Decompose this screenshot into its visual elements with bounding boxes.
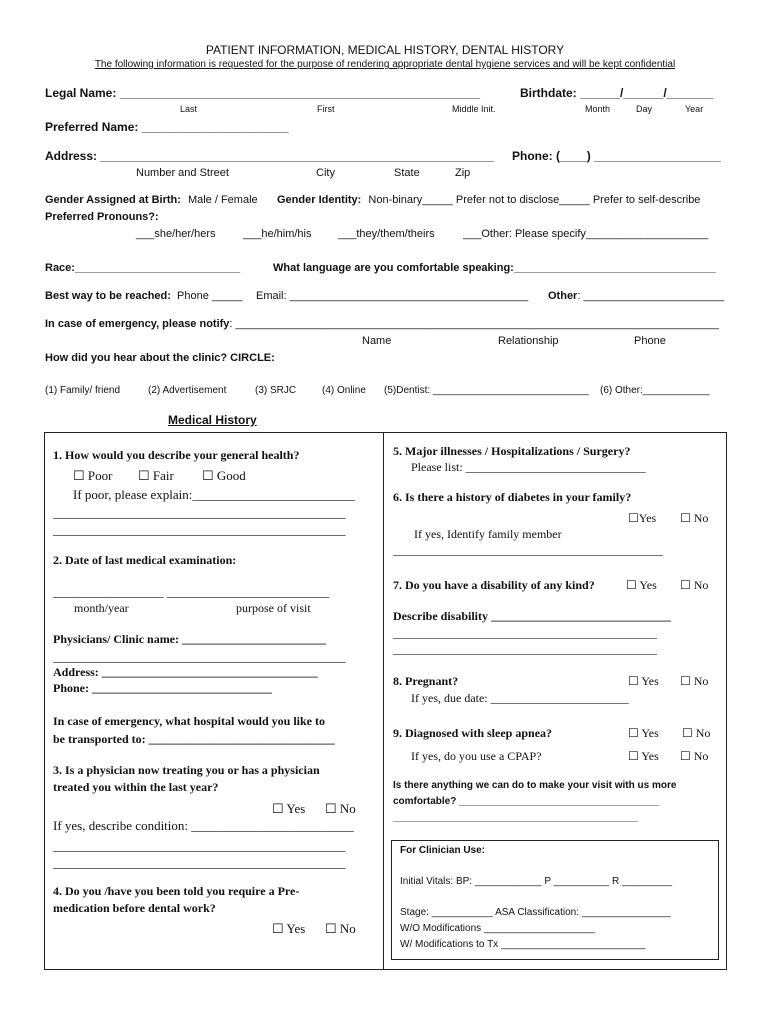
pronouns-label: Preferred Pronouns?: (45, 211, 159, 223)
medical-history-title: Medical History (168, 413, 257, 427)
q4-yes[interactable]: ☐ Yes (272, 921, 306, 936)
q9-no[interactable]: ☐ No (682, 726, 711, 740)
q8-due-date-field[interactable]: If yes, due date: _______________________ (411, 691, 629, 705)
label-city: City (316, 167, 335, 179)
label-first: First (317, 104, 335, 114)
gender-row (45, 194, 258, 206)
comfort-line[interactable]: ____________________________________________ (393, 812, 638, 823)
identity-options[interactable]: Non-binary_____ Prefer not to disclose_____ Prefer to self-describe (368, 194, 701, 206)
emergency-row[interactable] (45, 318, 719, 330)
best-way-label: Best way to be reached: (45, 290, 171, 302)
q6-diabetes: 6. Is there a history of diabetes in your family? (393, 490, 632, 504)
q4-premedication: 4. Do you /have you been told you require a Pre- (53, 884, 300, 898)
q3-yes[interactable]: ☐ Yes (272, 801, 306, 816)
gender-options[interactable]: Male / Female (187, 194, 258, 206)
q4-premedication-cont: medication before dental work? (53, 901, 216, 915)
legal-name-field[interactable]: Legal Name: ______________________________________________________ (45, 86, 481, 100)
physician-phone-field[interactable]: Phone: ______________________________ (53, 681, 272, 695)
heard-option-5[interactable]: (5)Dentist: ____________________________ (384, 385, 589, 396)
clinician-vitals[interactable]: Initial Vitals: BP: ____________ P __________ R _________ (400, 876, 673, 887)
clinician-w-modifications[interactable]: W/ Modifications to Tx __________________________ (400, 939, 646, 950)
q3-no[interactable]: ☐ No (325, 801, 356, 816)
hospital-field[interactable]: be transported to: _______________________________ (53, 732, 335, 746)
q5-major-illnesses: 5. Major illnesses / Hospitalizations / Surgery? (393, 444, 631, 458)
q2-lines[interactable]: _________________ _________________________ (53, 584, 330, 599)
label-day: Day (636, 104, 653, 114)
q8-yes[interactable]: ☐ Yes (628, 674, 659, 688)
best-way-other[interactable] (548, 290, 724, 302)
gender-label: Gender Assigned at Birth: (45, 194, 181, 206)
q9-cpap-yes[interactable]: ☐ Yes (628, 749, 659, 763)
q9-sleep-apnea: 9. Diagnosed with sleep apnea? (393, 726, 553, 740)
q1-general-health: 1. How would you describe your general health? (53, 448, 300, 462)
q9-cpap-question: If yes, do you use a CPAP? (411, 749, 542, 763)
q6-yes[interactable]: ☐Yes (628, 511, 657, 525)
q6-no[interactable]: ☐ No (680, 511, 709, 525)
q8-pregnant: 8. Pregnant? (393, 674, 459, 688)
address-field[interactable]: Address: ___________________________________________________________ (45, 149, 495, 163)
q3-describe-field[interactable]: If yes, describe condition: _________________________ (53, 818, 354, 833)
heard-option-1[interactable]: (1) Family/ friend (45, 385, 121, 396)
q9-yes[interactable]: ☐ Yes (628, 726, 659, 740)
label-month: Month (585, 104, 611, 114)
clinician-stage[interactable]: Stage: ___________ ASA Classification: ________________ (400, 907, 671, 918)
q1-option-fair[interactable]: ☐ Fair (138, 468, 174, 483)
phone-field[interactable]: Phone: (____) ___________________ (512, 149, 721, 163)
q7-line-2[interactable]: ____________________________________________ (393, 642, 657, 656)
column-divider (383, 432, 384, 969)
hospital-question: In case of emergency, what hospital would you like to (53, 714, 326, 728)
q2-last-exam: 2. Date of last medical examination: (53, 553, 237, 567)
q7-yes[interactable]: ☐ Yes (626, 578, 657, 592)
heard-option-3[interactable]: (3) SRJC (255, 385, 297, 396)
label-em-phone: Phone (634, 335, 666, 347)
comfort-field[interactable]: comfortable? ____________________________________ (393, 796, 660, 807)
heard-option-4[interactable]: (4) Online (322, 385, 366, 396)
label-middle: Middle Init. (452, 104, 496, 114)
q1-option-poor[interactable]: ☐ Poor (73, 468, 113, 483)
physicians-line[interactable]: _____________________________________________ (53, 649, 346, 664)
birthdate-field[interactable]: Birthdate: ______/______/_______ (520, 86, 714, 100)
q2-label-purpose: purpose of visit (236, 601, 311, 615)
language-field[interactable]: What language are you comfortable speaking:_________________________________ (273, 262, 716, 274)
best-way-other-line[interactable]: : _______________________ (577, 290, 725, 302)
form-title: PATIENT INFORMATION, MEDICAL HISTORY, DENTAL HISTORY (205, 43, 565, 57)
physician-address-field[interactable]: Address: ____________________________________ (53, 665, 318, 679)
clinician-wo-modifications[interactable]: W/O Modifications ____________________ (400, 923, 596, 934)
q1-option-good[interactable]: ☐ Good (202, 468, 246, 483)
best-way-other-label: Other (548, 290, 578, 302)
preferred-name-field[interactable]: Preferred Name: ______________________ (45, 120, 289, 134)
q3-physician-treating: 3. Is a physician now treating you or has a physician (53, 763, 320, 777)
label-street: Number and Street (136, 167, 229, 179)
q3-line-1[interactable]: _____________________________________________ (53, 838, 346, 853)
best-way-phone[interactable]: Phone _____ (177, 290, 243, 302)
race-field[interactable]: Race:___________________________ (45, 262, 241, 274)
q7-disability: 7. Do you have a disability of any kind? (393, 578, 595, 592)
q7-line-1[interactable]: ____________________________________________ (393, 626, 657, 640)
physicians-field[interactable]: Physicians/ Clinic name: ________________________ (53, 632, 327, 646)
q6-identify-label: If yes, Identify family member (414, 527, 562, 541)
pronoun-they[interactable]: ___they/them/theirs (338, 228, 435, 240)
q9-cpap-no[interactable]: ☐ No (680, 749, 709, 763)
identity-label: Gender Identity: (277, 194, 362, 206)
pronoun-she[interactable]: ___she/her/hers (136, 228, 216, 240)
heard-option-2[interactable]: (2) Advertisement (148, 385, 227, 396)
label-last: Last (180, 104, 198, 114)
clinician-title: For Clinician Use: (400, 845, 486, 856)
q5-list-field[interactable]: Please list: ______________________________ (411, 460, 646, 474)
best-way-row (45, 290, 242, 302)
q1-explain-field[interactable]: If poor, please explain:_________________________ (73, 487, 355, 502)
q4-no[interactable]: ☐ No (325, 921, 356, 936)
identity-row (277, 194, 700, 206)
q3-physician-treating-cont: treated you within the last year? (53, 780, 219, 794)
q2-label-month: month/year (74, 601, 129, 615)
q1-line-2[interactable]: _____________________________________________ (53, 522, 346, 537)
q7-no[interactable]: ☐ No (680, 578, 709, 592)
label-state: State (394, 167, 420, 179)
best-way-email[interactable]: Email: _______________________________________ (256, 290, 529, 302)
emergency-label: In case of emergency, please notify (45, 318, 230, 330)
q3-line-2[interactable]: _____________________________________________ (53, 855, 346, 870)
pronoun-other[interactable]: ___Other: Please specify____________________ (463, 228, 709, 240)
q7-describe-field[interactable]: Describe disability ______________________________ (393, 609, 671, 623)
heard-option-6[interactable]: (6) Other:____________ (600, 385, 710, 396)
label-em-relationship: Relationship (498, 335, 559, 347)
label-year: Year (685, 104, 704, 114)
label-em-name: Name (362, 335, 392, 347)
form-subtitle: The following information is requested for the purpose of rendering appropriate dental hygiene services and will be kept confidential (94, 59, 676, 70)
q8-no[interactable]: ☐ No (680, 674, 709, 688)
pronoun-he[interactable]: ___he/him/his (243, 228, 312, 240)
q1-line-1[interactable]: _____________________________________________ (53, 505, 346, 520)
comfort-question: Is there anything we can do to make your visit with us more (393, 780, 677, 791)
emergency-line[interactable]: : _______________________________________________________________________________ (229, 318, 719, 330)
label-zip: Zip (455, 167, 471, 179)
q6-identify-line[interactable]: _____________________________________________ (393, 543, 663, 557)
heard-label: How did you hear about the clinic? CIRCLE: (45, 352, 275, 364)
